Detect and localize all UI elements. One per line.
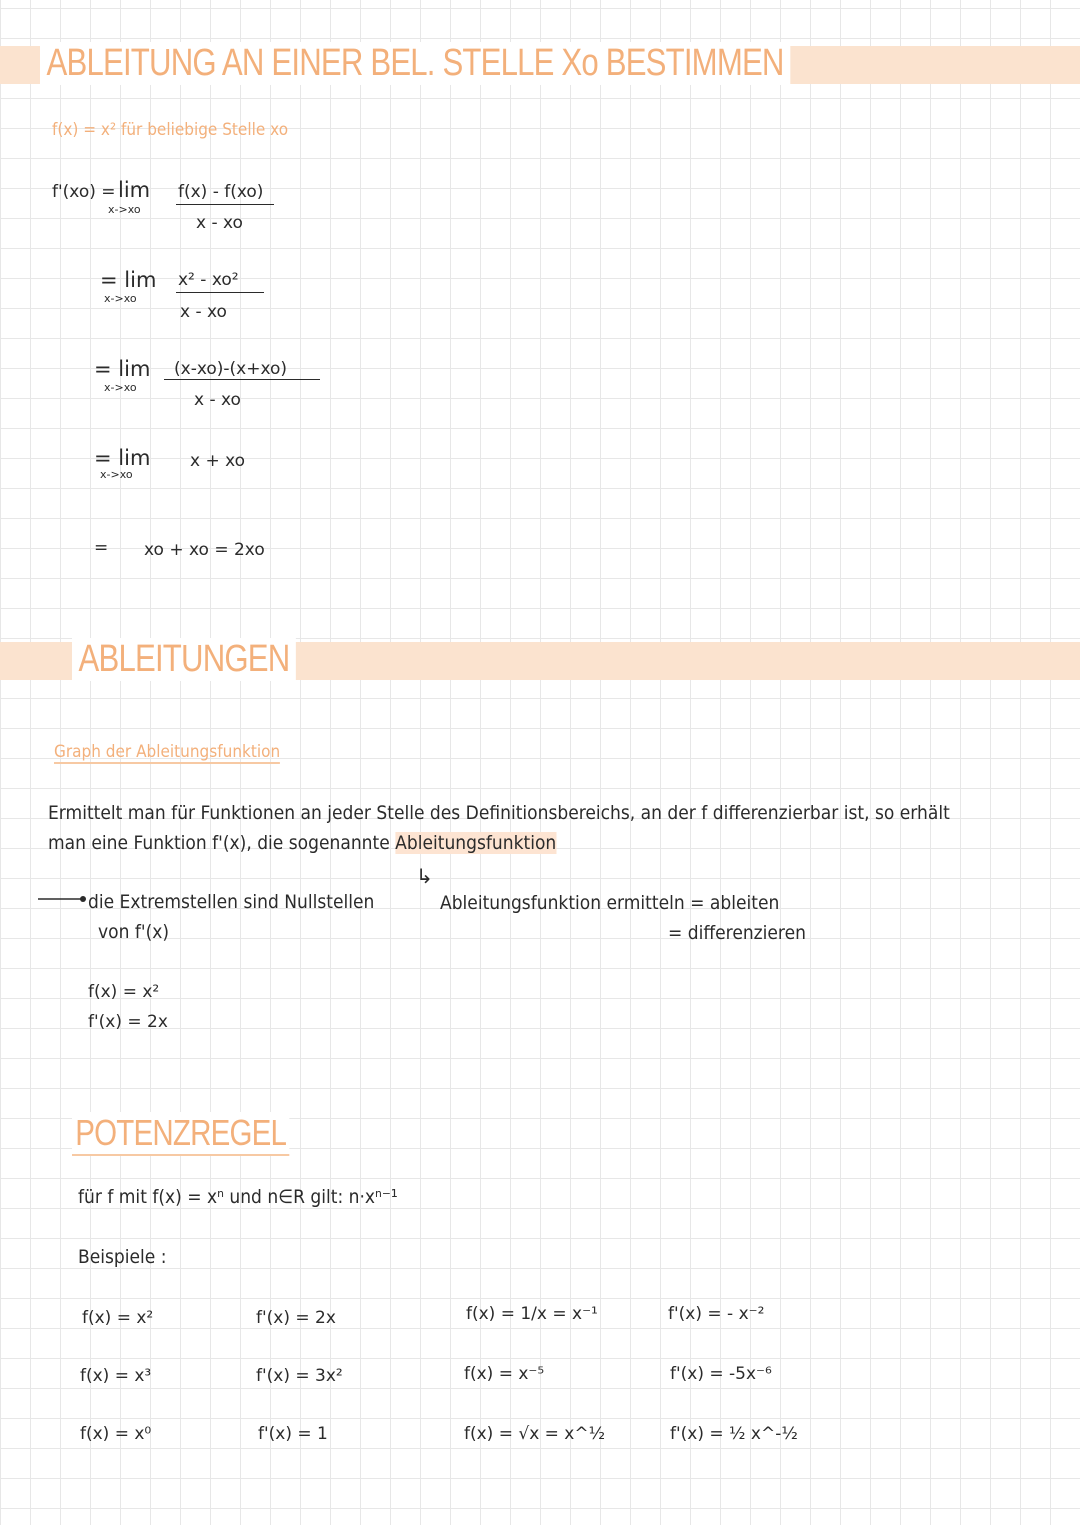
example-3-g: f(x) = √x = x^½ (464, 1424, 606, 1444)
step3-denominator: x - xo (194, 390, 241, 410)
example-1-fp: f'(x) = 2x (256, 1308, 336, 1328)
step1-denominator: x - xo (196, 213, 243, 233)
example-3-f: f(x) = x⁰ (80, 1424, 152, 1444)
example-2-gp: f'(x) = -5x⁻⁶ (670, 1364, 772, 1384)
example-2-g: f(x) = x⁻⁵ (464, 1364, 545, 1384)
power-rule-statement: für f mit f(x) = xⁿ und n∈R gilt: n·xⁿ⁻¹ (78, 1186, 398, 1208)
paragraph-line-2 (48, 832, 556, 854)
section1-title: ABLEITUNG AN EINER BEL. STELLE Xo BESTIMMEN (40, 42, 790, 85)
section3-title: POTENZREGEL (72, 1112, 289, 1156)
step4-lim: = lim (94, 446, 151, 470)
step5-equals: = (94, 538, 109, 558)
step3-fraction-bar (164, 379, 320, 380)
example-derivative: f'(x) = 2x (88, 1012, 168, 1032)
arrow-right-icon (38, 892, 88, 906)
example-1-g: f(x) = 1/x = x⁻¹ (466, 1304, 598, 1324)
section2-subheading: Graph der Ableitungsfunktion (54, 742, 281, 762)
examples-label: Beispiele : (78, 1246, 167, 1268)
example-3-gp: f'(x) = ½ x^-½ (670, 1424, 798, 1444)
step2-lim: = lim (100, 268, 157, 292)
example-2-fp: f'(x) = 3x² (256, 1366, 343, 1386)
note-right-line-2: = differenzieren (668, 922, 806, 944)
note-left-line-2: von f'(x) (98, 921, 170, 943)
step4-lim-sub: x->xo (100, 468, 133, 481)
step1-fraction-bar (176, 204, 274, 205)
example-1-gp: f'(x) = - x⁻² (668, 1304, 765, 1324)
paragraph-line-2-text: man eine Funktion f'(x), die sogenannte (48, 832, 390, 854)
note-right-line-1: Ableitungsfunktion ermitteln = ableiten (440, 892, 780, 914)
example-2-f: f(x) = x³ (80, 1366, 152, 1386)
hook-arrow-icon: ↳ (416, 864, 433, 888)
section2-title: ABLEITUNGEN (72, 638, 296, 681)
example-1-f: f(x) = x² (82, 1308, 154, 1328)
step2-denominator: x - xo (180, 302, 227, 322)
highlight-term: Ableitungsfunktion (395, 832, 557, 854)
step2-numerator: x² - xo² (178, 270, 239, 290)
step1-lhs: f'(xo) = (52, 182, 116, 202)
title-band-cap-2 (284, 642, 1080, 680)
step3-lim-sub: x->xo (104, 381, 137, 394)
step2-fraction-bar (176, 292, 264, 293)
step5-result: xo + xo = 2xo (144, 540, 265, 560)
step3-lim: = lim (94, 357, 151, 381)
title-band-cap-1 (802, 46, 1080, 84)
example-3-fp: f'(x) = 1 (258, 1424, 328, 1444)
section1-subtitle: f(x) = x² für beliebige Stelle xo (52, 120, 289, 140)
step1-lim-sub: x->xo (108, 203, 141, 216)
example-function: f(x) = x² (88, 982, 160, 1002)
step1-lim: lim (118, 178, 151, 202)
step4-expression: x + xo (190, 451, 246, 471)
note-left-line-1: die Extremstellen sind Nullstellen (88, 891, 375, 913)
step1-numerator: f(x) - f(xo) (178, 182, 264, 202)
step3-numerator: (x-xo)-(x+xo) (174, 359, 288, 379)
paragraph-line-1: Ermittelt man für Funktionen an jeder Stelle des Definitionsbereichs, an der f differenzierbar ist, so erhält (48, 802, 950, 824)
step2-lim-sub: x->xo (104, 292, 137, 305)
